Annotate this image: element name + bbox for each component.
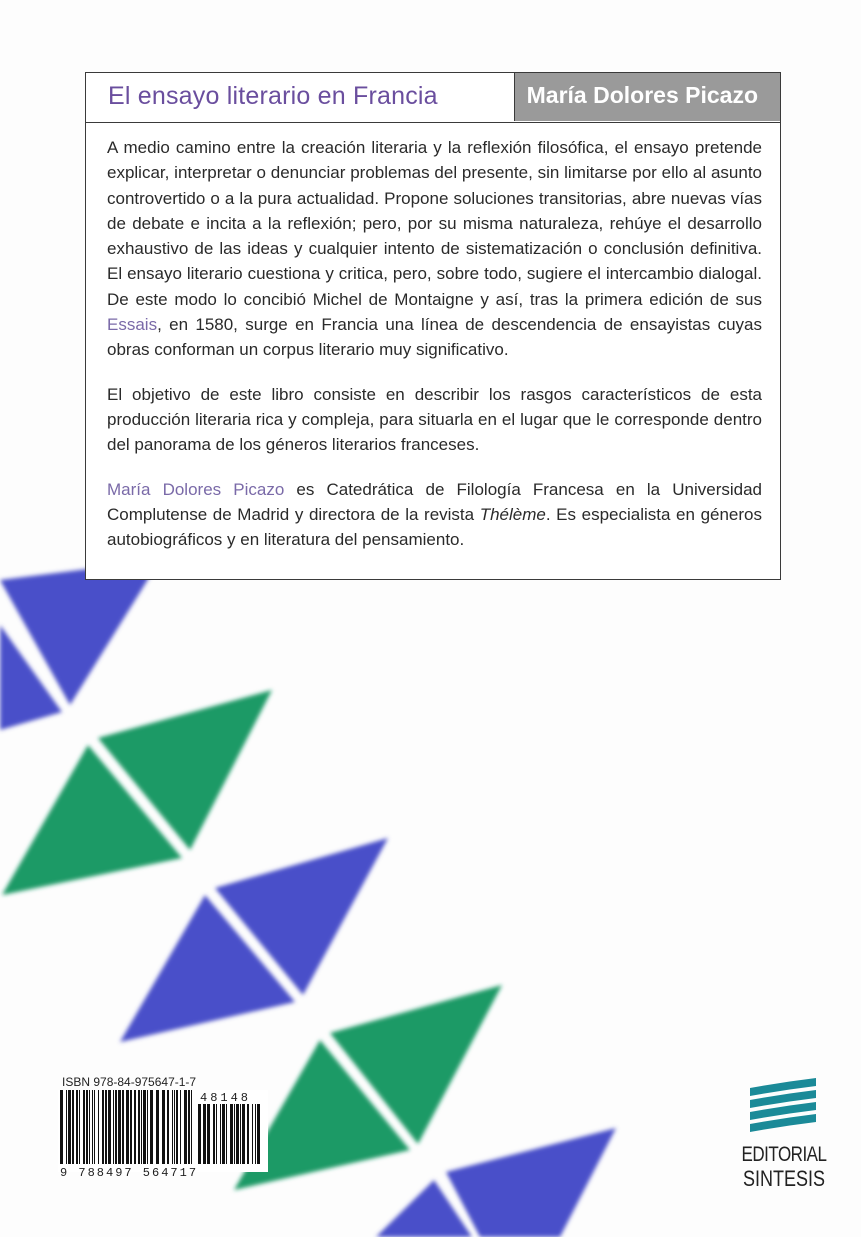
- barcode-bar: [141, 1090, 142, 1164]
- author-name: María Dolores Picazo: [526, 82, 758, 108]
- barcode-bar: [115, 1090, 117, 1164]
- barcode-bar: [234, 1104, 235, 1164]
- publisher-name-line-1: EDITORIAL: [741, 1142, 827, 1166]
- barcode-bar: [191, 1090, 192, 1164]
- bio-author-name: María Dolores Picazo: [107, 479, 285, 499]
- barcode-bar: [222, 1104, 225, 1164]
- barcode-bar: [188, 1090, 190, 1164]
- barcode-bar: [220, 1104, 221, 1164]
- barcode-bar: [213, 1104, 215, 1164]
- synopsis-paragraph-2: El objetivo de este libro consiste en describir los rasgos característicos de esta producción literaria rica y compleja, para situarla en el lugar que le corresponde dentro del panorama de los géneros literarios franceses.: [107, 384, 762, 455]
- barcode-bar: [76, 1090, 78, 1164]
- barcode-bar: [247, 1104, 249, 1164]
- barcode-bar: [240, 1104, 241, 1164]
- paragraph-text: es Catedrática de Filología Francesa en la Universidad Complutense de Madrid y directora de la revista: [107, 479, 762, 524]
- barcode-bar: [198, 1104, 201, 1164]
- barcode-bar: [252, 1104, 253, 1164]
- barcode-bar: [134, 1090, 136, 1164]
- barcode-bar: [230, 1104, 233, 1164]
- stacked-stripes-logo-icon: [748, 1078, 818, 1136]
- paragraph-text: , en 1580, surge en Francia una línea de descendencia de ensayistas cuyas obras conforman un corpus literario muy significativo.: [107, 315, 762, 360]
- barcode-bar: [92, 1090, 93, 1164]
- barcode-bar: [79, 1090, 80, 1164]
- paragraph-text: A medio camino entre la creación literaria y la reflexión filosófica, el ensayo pretende explicar, interpretar o denunciar problemas del presente, sin limitarse por ello al asunto controvertido o a la pura actualidad. Propone soluciones transitorias, abre nuevas vías de debate e incita a la reflexión; pero, por su misma naturaleza, rehúye el desarrollo exhaustivo de las ideas y cualquier intento de sistematización o conclusión definitiva. El ensayo literario cuestiona y critica, pero, sobre todo, sugiere el intercambio dialogal. De este modo lo concibió Michel de Montaigne y así, tras la primera edición de sus: [107, 138, 762, 309]
- barcode-bar: [83, 1090, 85, 1164]
- journal-title: Thélème: [479, 504, 546, 524]
- barcode-addon-digits: 48148: [200, 1091, 252, 1105]
- essais-title: Essais: [107, 315, 158, 335]
- blue-triangle: [446, 1128, 616, 1237]
- barcode-bar: [122, 1090, 124, 1164]
- barcode-bar: [226, 1104, 227, 1164]
- synopsis-text: [107, 135, 762, 571]
- barcode-bar: [126, 1090, 129, 1164]
- barcode-digits: 9 788497 564717: [60, 1166, 199, 1180]
- barcode-bar: [156, 1090, 159, 1164]
- paragraph-text: . Es especialista en géneros autobiográficos y en literatura del pensamiento.: [107, 504, 762, 550]
- barcode-bar: [180, 1090, 181, 1164]
- barcode-bar: [143, 1090, 146, 1164]
- barcode-bar: [118, 1090, 121, 1164]
- synopsis-panel: [85, 72, 781, 580]
- barcode-bar: [174, 1090, 175, 1164]
- panel-header: [86, 73, 780, 123]
- author-box: [514, 73, 780, 121]
- barcode-bars: [60, 1090, 192, 1164]
- publisher-name-line-2: SINTESIS: [742, 1166, 826, 1191]
- barcode-bar: [130, 1090, 132, 1164]
- barcode-bar: [147, 1090, 148, 1164]
- barcode-bar: [108, 1090, 111, 1164]
- author-bio-paragraph: [107, 477, 762, 553]
- barcode-bar: [94, 1090, 95, 1164]
- barcode-bar: [113, 1090, 114, 1164]
- barcode-bar: [172, 1090, 173, 1164]
- barcode-bar: [102, 1090, 104, 1164]
- synopsis-paragraph-1: [107, 135, 762, 363]
- barcode-bar: [162, 1090, 165, 1164]
- barcode-bar: [176, 1090, 178, 1164]
- barcode-bar: [257, 1104, 260, 1164]
- barcode-bar: [236, 1104, 239, 1164]
- barcode-bar: [207, 1104, 210, 1164]
- barcode-bar: [72, 1090, 74, 1164]
- book-title: El ensayo literario en Francia: [108, 82, 438, 110]
- barcode-bar: [98, 1090, 99, 1164]
- barcode-bar: [89, 1090, 90, 1164]
- barcode-bar: [203, 1104, 206, 1164]
- barcode-addon-bars: [198, 1104, 260, 1164]
- publisher-logo: [738, 1078, 828, 1198]
- barcode-bar: [242, 1104, 245, 1164]
- barcode-bar: [255, 1104, 256, 1164]
- barcode-bar: [216, 1104, 217, 1164]
- barcode-bar: [138, 1090, 140, 1164]
- barcode-bar: [68, 1090, 71, 1164]
- isbn-label: ISBN 978-84-975647-1-7: [62, 1075, 197, 1089]
- barcode-bar: [167, 1090, 169, 1164]
- barcode-bar: [60, 1090, 63, 1164]
- barcode-bar: [150, 1090, 153, 1164]
- barcode-bar: [86, 1090, 88, 1164]
- barcode-bar: [105, 1090, 107, 1164]
- barcode-bar: [66, 1090, 67, 1164]
- barcode-bar: [184, 1090, 187, 1164]
